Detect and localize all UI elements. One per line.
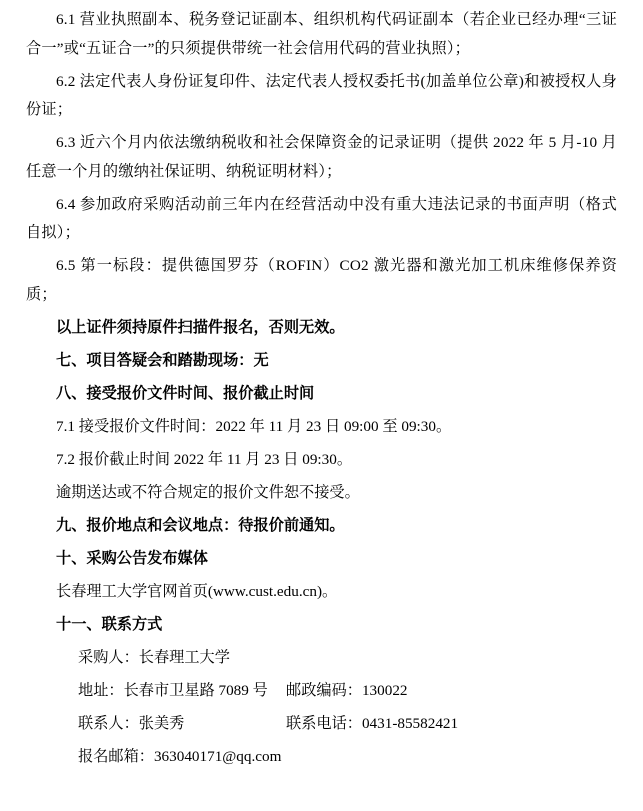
section-9-title: 九、报价地点和会议地点：待报价前通知。 bbox=[56, 516, 345, 534]
contact-email: 报名邮箱：363040171@qq.com bbox=[78, 747, 282, 765]
section-7-title: 七、项目答疑会和踏勘现场：无 bbox=[56, 351, 269, 369]
clause-6-5: 6.5 第一标段：提供德国罗芬（ROFIN）CO2 激光器和激光加工机床维修保养资质； bbox=[26, 257, 617, 303]
contact-address: 地址：长春市卫星路 7089 号 bbox=[78, 681, 268, 699]
contact-postcode: 邮政编码：130022 bbox=[286, 681, 408, 699]
contact-phone: 联系电话：0431-85582421 bbox=[286, 714, 459, 732]
contact-purchaser: 采购人：长春理工大学 bbox=[78, 648, 230, 666]
clause-7-2: 7.2 报价截止时间 2022 年 11 月 23 日 09:30。 bbox=[56, 450, 353, 468]
clause-6-4: 6.4 参加政府采购活动前三年内在经营活动中没有重大违法记录的书面声明（格式自拟）； bbox=[26, 195, 617, 241]
note-original-scan: 以上证件须持原件扫描件报名，否则无效。 bbox=[56, 318, 345, 336]
contact-row-person bbox=[26, 710, 617, 739]
clause-6-2: 6.2 法定代表人身份证复印件、法定代表人授权委托书(加盖单位公章)和被授权人身份证； bbox=[26, 72, 617, 118]
media-website: 长春理工大学官网首页(www.cust.edu.cn)。 bbox=[56, 582, 338, 600]
section-11-title: 十一、联系方式 bbox=[56, 615, 163, 633]
section-10-title: 十、采购公告发布媒体 bbox=[56, 549, 208, 567]
clause-7-1: 7.1 接受报价文件时间：2022 年 11 月 23 日 09:00 至 09:30。 bbox=[56, 417, 452, 435]
contact-block bbox=[26, 644, 617, 772]
clause-6-1: 6.1 营业执照副本、税务登记证副本、组织机构代码证副本（若企业已经办理“三证合一”或“五证合一”的只须提供带统一社会信用代码的营业执照）； bbox=[26, 11, 617, 57]
contact-person: 联系人：张美秀 bbox=[78, 714, 185, 732]
clause-6-3: 6.3 近六个月内依法缴纳税收和社会保障资金的记录证明（提供 2022 年 5 月-10 月任意一个月的缴纳社保证明、纳税证明材料）； bbox=[26, 134, 617, 180]
section-8-title: 八、接受报价文件时间、报价截止时间 bbox=[56, 384, 315, 402]
clause-late-submission: 逾期送达或不符合规定的报价文件恕不接受。 bbox=[56, 483, 360, 501]
contact-row-address bbox=[26, 677, 617, 706]
document-body bbox=[26, 6, 617, 771]
